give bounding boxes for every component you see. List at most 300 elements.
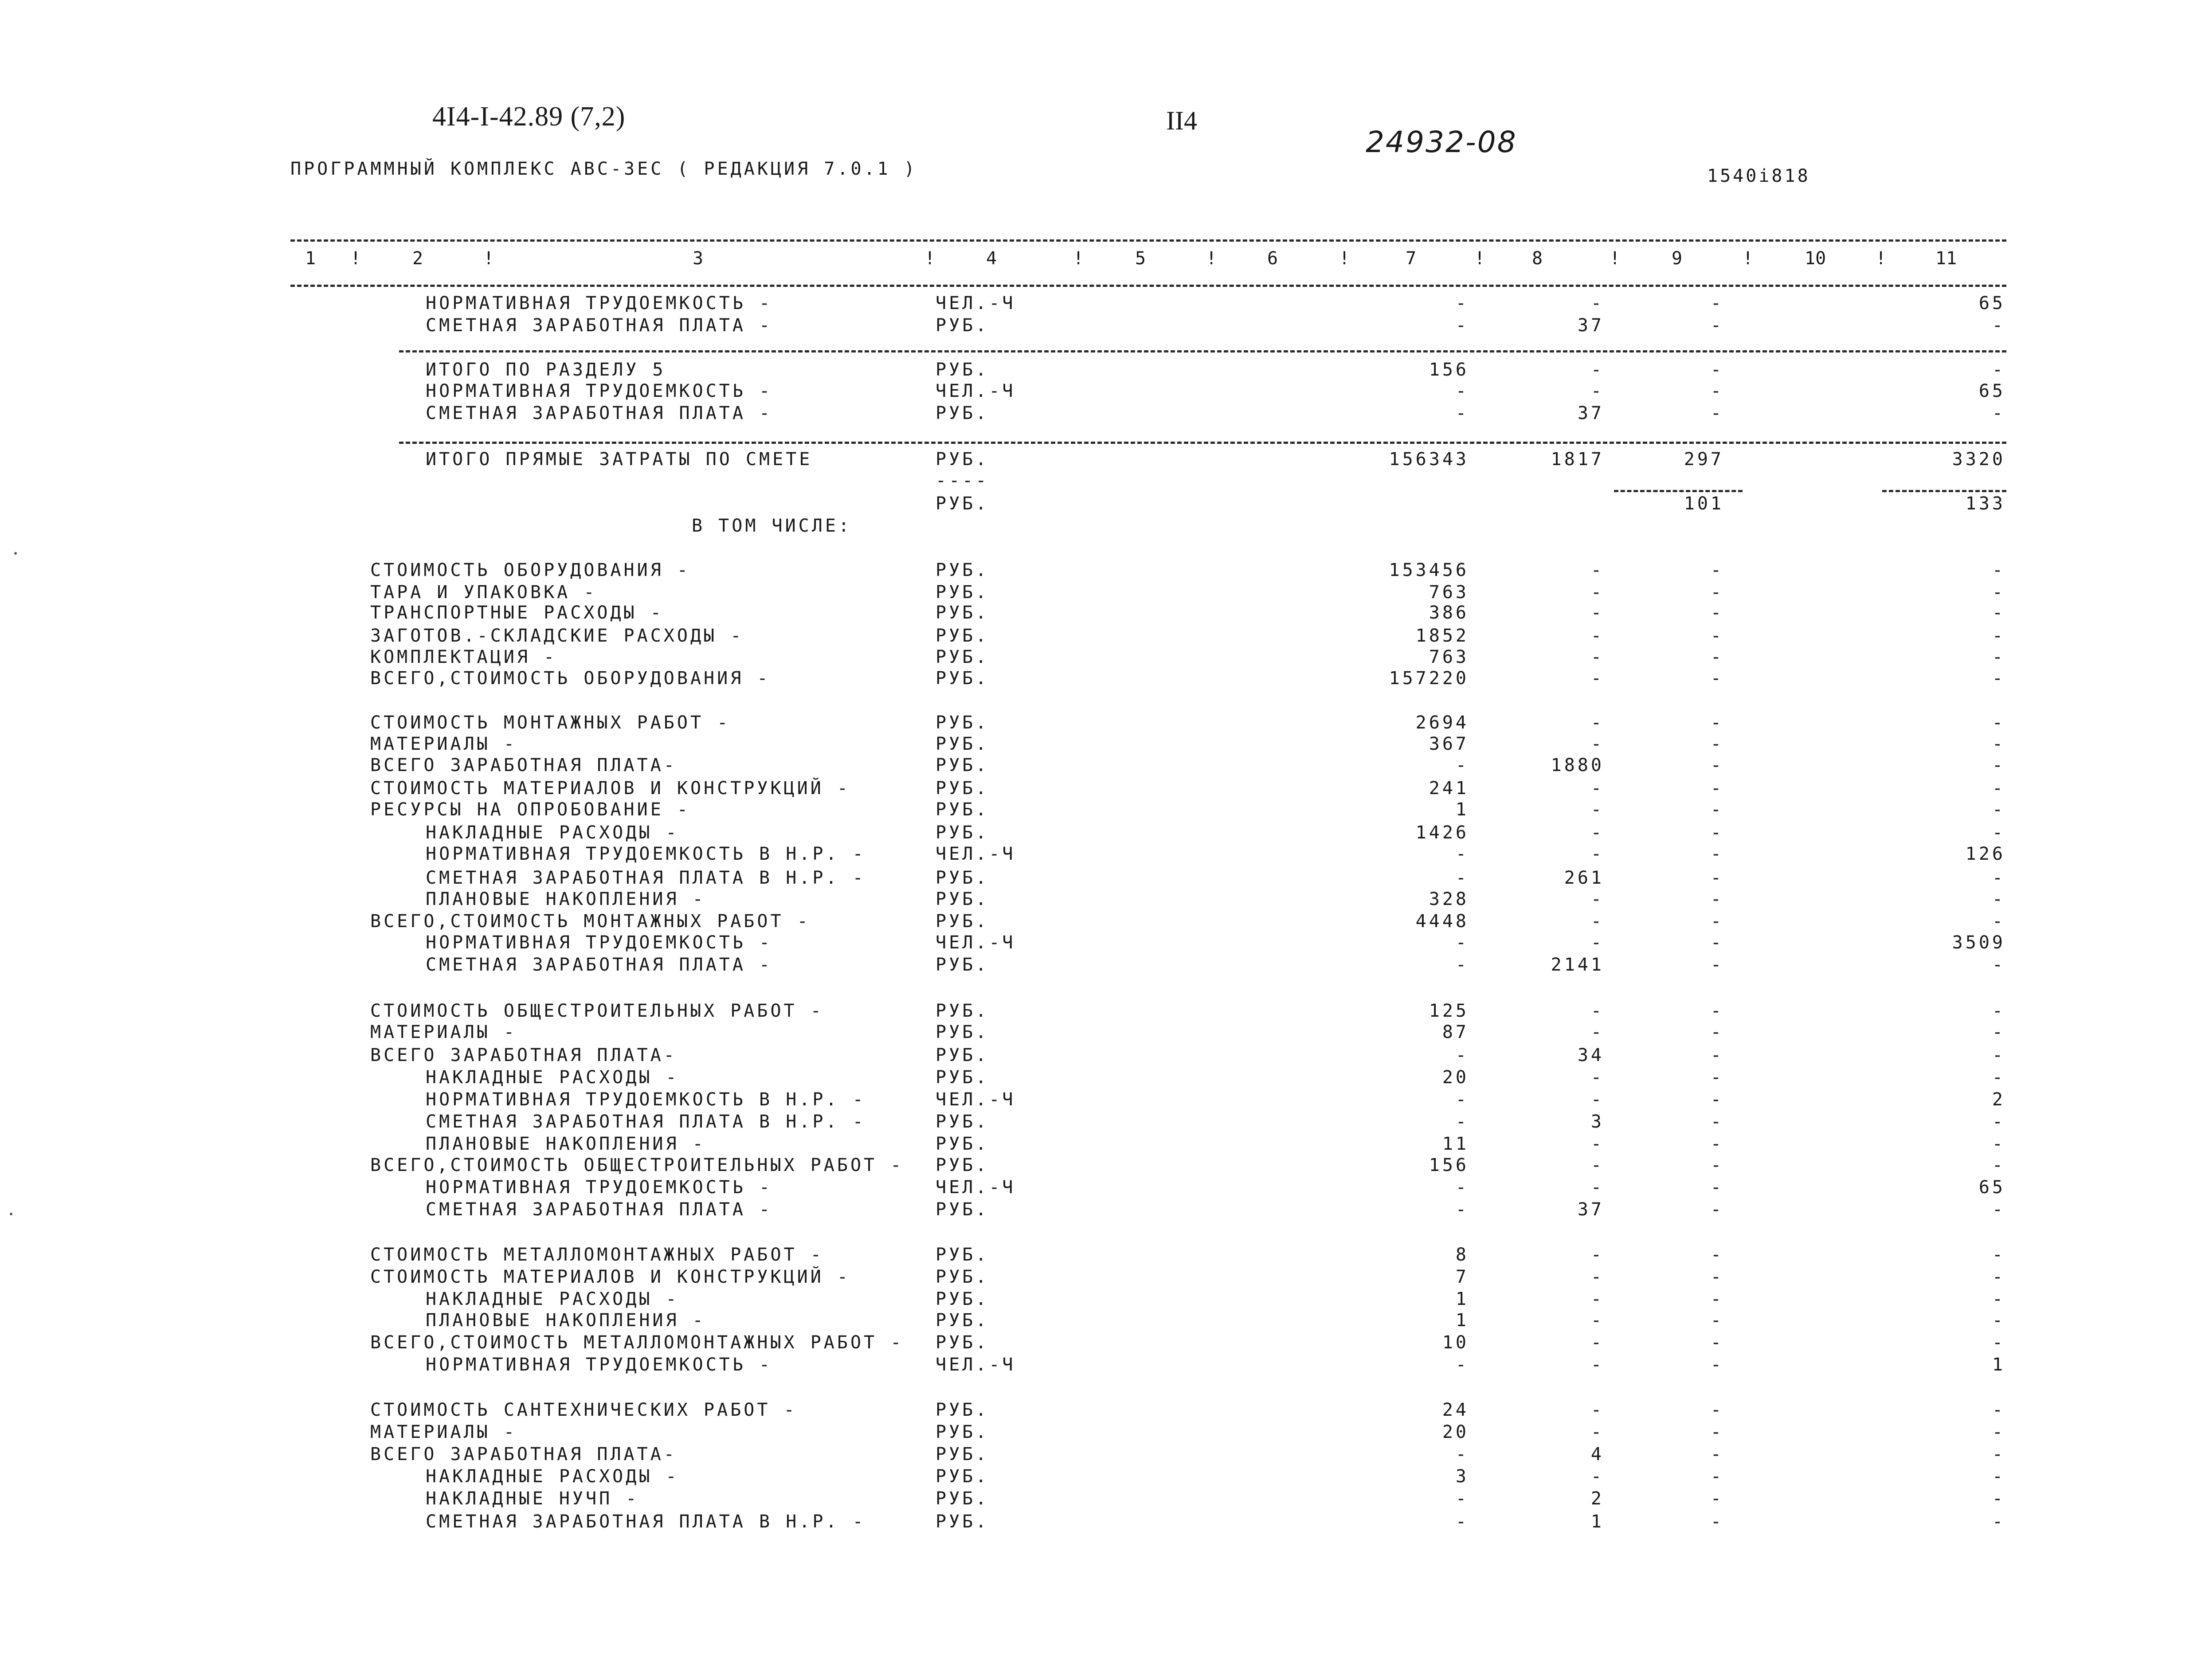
table-row [0,560,2205,583]
row-unit: РУБ. [936,1045,989,1065]
row-label: СТОИМОСТЬ МАТЕРИАЛОВ И КОНСТРУКЦИЙ - [370,1267,850,1287]
row-label: МАТЕРИАЛЫ - [370,734,517,754]
cell-col-11: - [1992,868,2005,888]
cell-col-7: - [1455,381,1469,401]
cell-col-9: - [1710,932,1724,953]
row-unit: РУБ. [936,360,989,380]
cell-col-8: - [1590,603,1604,623]
row-unit: ЧЕЛ.-Ч [936,293,1016,313]
table-row [0,449,2205,472]
row-label: ТАРА И УПАКОВКА - [370,582,597,603]
row-unit: РУБ. [936,868,989,888]
cell-col-8: - [1590,1067,1604,1088]
row-label: НОРМАТИВНАЯ ТРУДОЕМКОСТЬ - [426,932,773,953]
cell-col-8: - [1590,360,1604,380]
cell-col-9: - [1710,1400,1724,1420]
row-unit: РУБ. [936,911,989,932]
cell-col-9: - [1710,1001,1724,1021]
table-row [0,733,2205,756]
column-separator: ! [1339,248,1350,269]
cell-col-9: - [1710,1112,1724,1132]
row-label: ВСЕГО,СТОИМОСТЬ ОБЩЕСТРОИТЕЛЬНЫХ РАБОТ - [370,1155,904,1175]
cell-col-7: 1 [1455,1289,1469,1309]
cell-col-7: - [1455,755,1469,775]
cell-col-8: - [1590,1245,1604,1265]
cell-col-11: - [1992,403,2005,423]
cell-col-9: - [1710,889,1724,909]
row-unit: РУБ. [936,1067,989,1088]
row-label: ВСЕГО ЗАРАБОТНАЯ ПЛАТА- [370,755,677,775]
cell-col-11: - [1992,1310,2005,1331]
row-unit: РУБ. [936,493,989,514]
column-header: 2 [412,248,423,269]
table-row [0,822,2205,845]
column-separator: ! [1073,248,1084,269]
row-label: НАКЛАДНЫЕ НУЧП - [426,1488,639,1509]
table-row [0,403,2205,426]
cell-col-8: - [1590,1022,1604,1042]
cell-col-7: 328 [1429,889,1469,909]
row-label: ТРАНСПОРТНЫЕ РАСХОДЫ - [370,603,664,623]
row-label: СМЕТНАЯ ЗАРАБОТНАЯ ПЛАТА - [426,1199,773,1220]
row-unit: РУБ. [936,582,989,603]
cell-col-11: - [1992,1022,2005,1042]
cell-col-9: - [1710,403,1724,423]
cell-col-11: - [1992,626,2005,646]
cell-col-8: - [1590,1466,1604,1487]
cell-col-8: - [1590,822,1604,843]
column-separator: ! [1610,248,1621,269]
cell-col-7: 24 [1442,1400,1469,1420]
table-row [0,1089,2205,1112]
cell-col-7: 7 [1455,1267,1469,1287]
cell-col-8: 37 [1577,403,1604,423]
row-label: ВСЕГО ЗАРАБОТНАЯ ПЛАТА- [370,1444,677,1465]
row-unit: РУБ. [936,1332,989,1353]
cell-col-9: - [1710,1466,1724,1487]
row-label: ИТОГО ПО РАЗДЕЛУ 5 [426,360,666,380]
row-unit: РУБ. [936,1267,989,1287]
cell-col-9: - [1710,755,1724,775]
cell-col-8: - [1590,1177,1604,1198]
cell-col-7: - [1455,955,1469,975]
table-row [0,1466,2205,1489]
cell-col-9: - [1710,1444,1724,1465]
cell-col-7: - [1455,315,1469,336]
cell-col-11: - [1992,1045,2005,1065]
table-row [0,515,2205,538]
table-row [0,380,2205,403]
column-separator: ! [1876,248,1887,269]
cell-col-8: - [1590,647,1604,667]
cell-col-7: 156 [1429,1155,1469,1175]
cell-col-8: 4 [1590,1444,1604,1465]
cell-col-11: - [1992,315,2005,336]
table-row [0,602,2205,625]
cell-col-7: - [1455,1444,1469,1465]
cell-col-11: - [1992,1199,2005,1220]
row-label: ПЛАНОВЫЕ НАКОПЛЕНИЯ - [426,1310,706,1331]
row-unit: ЧЕЛ.-Ч [936,1355,1016,1375]
row-unit: РУБ. [936,755,989,775]
column-separator: ! [1206,248,1217,269]
row-label: СТОИМОСТЬ ОБОРУДОВАНИЯ - [370,560,690,580]
cell-col-8: - [1590,1355,1604,1375]
row-unit: ЧЕЛ.-Ч [936,932,1016,953]
row-label: СМЕТНАЯ ЗАРАБОТНАЯ ПЛАТА - [426,315,773,336]
cell-col-8: 1 [1590,1512,1604,1532]
cell-col-9: - [1710,381,1724,401]
row-unit: РУБ. [936,603,989,623]
cell-col-8: - [1590,381,1604,401]
column-header: 7 [1406,248,1417,269]
cell-col-7: 1426 [1415,822,1469,843]
row-unit: РУБ. [936,822,989,843]
table-row [0,1177,2205,1200]
row-unit: РУБ. [936,1022,989,1042]
row-unit: РУБ. [936,1400,989,1420]
cell-col-9: 297 [1684,449,1724,470]
cell-col-11: - [1992,1512,2005,1532]
table-row [0,668,2205,691]
cell-col-8: - [1590,844,1604,864]
cell-col-8: - [1590,713,1604,733]
cell-col-8: 1880 [1551,755,1604,775]
row-label: СТОИМОСТЬ ОБЩЕСТРОИТЕЛЬНЫХ РАБОТ - [370,1001,824,1021]
cell-col-7: 20 [1442,1067,1469,1088]
row-unit: РУБ. [936,955,989,975]
column-separator: ! [483,248,494,269]
row-unit: РУБ. [936,1245,989,1265]
row-unit: РУБ. [936,1422,989,1442]
row-label: НОРМАТИВНАЯ ТРУДОЕМКОСТЬ - [426,293,773,313]
row-unit: РУБ. [936,734,989,754]
table-row [0,315,2205,338]
cell-col-9: - [1710,1134,1724,1154]
table-row [0,932,2205,955]
row-label: СМЕТНАЯ ЗАРАБОТНАЯ ПЛАТА - [426,955,773,975]
row-label: НОРМАТИВНАЯ ТРУДОЕМКОСТЬ - [426,1177,773,1198]
column-header: 10 [1805,248,1826,269]
cell-col-11: - [1992,1155,2005,1175]
cell-col-9: - [1710,647,1724,667]
row-label: СТОИМОСТЬ МЕТАЛЛОМОНТАЖНЫХ РАБОТ - [370,1245,824,1265]
column-separator: ! [350,248,361,269]
table-row [0,1244,2205,1267]
row-label: СТОИМОСТЬ МАТЕРИАЛОВ И КОНСТРУКЦИЙ - [370,778,850,799]
column-header: 1 [305,248,316,269]
column-header: 8 [1532,248,1543,269]
cell-col-7: 763 [1429,647,1469,667]
cell-col-9: - [1710,1067,1724,1088]
cell-col-7: - [1455,1045,1469,1065]
handwritten-number: 24932-08 [1366,125,1517,159]
table-row [0,1111,2205,1134]
cell-col-9: - [1710,1155,1724,1175]
row-label: НОРМАТИВНАЯ ТРУДОЕМКОСТЬ В Н.Р. - [426,1089,866,1110]
page-number: II4 [1166,106,1197,135]
cell-col-7: 241 [1429,778,1469,799]
row-label: НОРМАТИВНАЯ ТРУДОЕМКОСТЬ - [426,1355,773,1375]
table-row [0,293,2205,316]
cell-col-11: - [1992,1067,2005,1088]
row-label: СТОИМОСТЬ САНТЕХНИЧЕСКИХ РАБОТ - [370,1400,797,1420]
row-label: ВСЕГО,СТОИМОСТЬ ОБОРУДОВАНИЯ - [370,668,771,689]
cell-col-7: - [1455,1488,1469,1509]
row-label: ПЛАНОВЫЕ НАКОПЛЕНИЯ - [426,889,706,909]
cell-col-9: - [1710,1199,1724,1220]
cell-col-7: - [1455,868,1469,888]
cell-col-9: - [1710,734,1724,754]
cell-col-8: - [1590,626,1604,646]
cell-col-8: - [1590,799,1604,820]
cell-col-11: 126 [1965,844,2005,864]
cell-col-11: - [1992,778,2005,799]
cell-col-9: - [1710,360,1724,380]
program-number: 1540i818 [1707,166,1810,186]
cell-col-8: - [1590,293,1604,313]
table-row [0,1422,2205,1445]
row-label: ВСЕГО,СТОИМОСТЬ МОНТАЖНЫХ РАБОТ - [370,911,811,932]
row-label: ВСЕГО,СТОИМОСТЬ МЕТАЛЛОМОНТАЖНЫХ РАБОТ - [370,1332,904,1353]
row-label: НОРМАТИВНАЯ ТРУДОЕМКОСТЬ - [426,381,773,401]
cell-col-11: 3320 [1952,449,2005,470]
cell-col-9: - [1710,1089,1724,1110]
row-unit: ЧЕЛ.-Ч [936,1089,1016,1110]
row-unit: РУБ. [936,1466,989,1487]
table-row [0,1000,2205,1023]
column-separator: ! [1743,248,1754,269]
row-unit: РУБ. [936,1155,989,1175]
cell-col-9: - [1710,315,1724,336]
column-separator: ! [1474,248,1485,269]
row-label: НАКЛАДНЫЕ РАСХОДЫ - [426,1067,679,1088]
column-header: 11 [1935,248,1957,269]
table-row [0,1354,2205,1377]
cell-col-8: 37 [1577,315,1604,336]
cell-col-11: 3509 [1952,932,2005,953]
cell-col-8: - [1590,1155,1604,1175]
row-unit: РУБ. [936,560,989,580]
cell-col-8: - [1590,1134,1604,1154]
table-row [0,1133,2205,1156]
cell-col-11: 65 [1978,381,2005,401]
cell-col-8: - [1590,1400,1604,1420]
cell-col-8: 2141 [1551,955,1604,975]
cell-col-9: - [1710,778,1724,799]
cell-col-11: - [1992,668,2005,689]
row-unit: РУБ. [936,799,989,820]
table-row [0,1266,2205,1289]
table-row [0,778,2205,801]
row-unit: РУБ. [936,778,989,799]
cell-col-7: 8 [1455,1245,1469,1265]
cell-col-8: 261 [1564,868,1604,888]
cell-col-9: - [1710,1512,1724,1532]
table-row [0,1155,2205,1178]
cell-col-7: 4448 [1415,911,1469,932]
cell-col-7: 367 [1429,734,1469,754]
table-row [0,646,2205,670]
cell-col-7: - [1455,293,1469,313]
cell-col-7: - [1455,1355,1469,1375]
cell-col-7: 157220 [1389,668,1469,689]
cell-col-9: - [1710,582,1724,603]
cell-col-9: - [1710,603,1724,623]
cell-col-11: - [1992,647,2005,667]
cell-col-7: 1 [1455,1310,1469,1331]
cell-col-11: - [1992,1001,2005,1021]
row-label: НАКЛАДНЫЕ РАСХОДЫ - [426,822,679,843]
cell-col-8: - [1590,1001,1604,1021]
row-unit: РУБ. [936,713,989,733]
row-label: ПЛАНОВЫЕ НАКОПЛЕНИЯ - [426,1134,706,1154]
cell-col-9: - [1710,1310,1724,1331]
cell-col-9: - [1710,955,1724,975]
cell-col-8: 37 [1577,1199,1604,1220]
table-row [0,1399,2205,1422]
cell-col-8: - [1590,1310,1604,1331]
row-label: СМЕТНАЯ ЗАРАБОТНАЯ ПЛАТА В Н.Р. - [426,1112,866,1132]
cell-col-9: - [1710,1332,1724,1353]
cell-col-11: - [1992,755,2005,775]
table-row [0,582,2205,605]
cell-col-9: - [1710,1267,1724,1287]
row-label: МАТЕРИАЛЫ - [370,1022,517,1042]
row-unit: РУБ. [936,1444,989,1465]
cell-col-9: - [1710,1355,1724,1375]
table-row [0,755,2205,778]
cell-col-11: 133 [1965,493,2005,514]
row-unit: ЧЕЛ.-Ч [936,844,1016,864]
cell-col-7: - [1455,403,1469,423]
cell-col-11: - [1992,1245,2005,1265]
row-label: ИТОГО ПРЯМЫЕ ЗАТРАТЫ ПО СМЕТЕ [426,449,813,470]
table-row [0,712,2205,735]
column-header: 3 [693,248,704,269]
table-row [0,1067,2205,1090]
cell-col-9: - [1710,626,1724,646]
cell-col-8: - [1590,582,1604,603]
row-unit: РУБ. [936,668,989,689]
cell-col-9: - [1710,844,1724,864]
cell-col-11: - [1992,1422,2005,1442]
cell-col-8: - [1590,1089,1604,1110]
cell-col-9: - [1710,713,1724,733]
cell-col-7: 1 [1455,799,1469,820]
row-unit: РУБ. [936,315,989,336]
document-code: 4I4-I-42.89 (7,2) [432,102,626,132]
cell-col-7: - [1455,932,1469,953]
cell-col-8: - [1590,734,1604,754]
cell-col-8: - [1590,911,1604,932]
table-row [0,843,2205,866]
program-line: ПРОГРАММНЫЙ КОМПЛЕКС АВС-3ЕС ( РЕДАКЦИЯ 7.0.1 ) [290,159,917,179]
row-unit: ЧЕЛ.-Ч [936,1177,1016,1198]
cell-col-9: - [1710,293,1724,313]
cell-col-9: - [1710,911,1724,932]
cell-col-8: - [1590,560,1604,580]
row-label: СМЕТНАЯ ЗАРАБОТНАЯ ПЛАТА В Н.Р. - [426,1512,866,1532]
row-unit: РУБ. [936,1512,989,1532]
cell-col-7: 3 [1455,1466,1469,1487]
cell-col-9: - [1710,868,1724,888]
cell-col-7: - [1455,1089,1469,1110]
row-unit: ЧЕЛ.-Ч [936,381,1016,401]
cell-col-7: 87 [1442,1022,1469,1042]
row-label: НАКЛАДНЫЕ РАСХОДЫ - [426,1289,679,1309]
row-unit: РУБ. [936,449,989,470]
row-label: СТОИМОСТЬ МОНТАЖНЫХ РАБОТ - [370,713,731,733]
table-row [0,1288,2205,1312]
row-unit: РУБ. [936,647,989,667]
table-row [0,1444,2205,1467]
row-label: МАТЕРИАЛЫ - [370,1422,517,1442]
row-unit: РУБ. [936,1001,989,1021]
table-row [0,954,2205,977]
table-row [0,1488,2205,1511]
column-header: 9 [1672,248,1683,269]
cell-col-7: 1852 [1415,626,1469,646]
row-unit: РУБ. [936,1134,989,1154]
cell-col-8: - [1590,1267,1604,1287]
cell-col-7: - [1455,1177,1469,1198]
cell-col-11: 65 [1978,1177,2005,1198]
cell-col-11: - [1992,1112,2005,1132]
cell-col-11: 1 [1992,1355,2005,1375]
cell-col-11: - [1992,582,2005,603]
row-unit: РУБ. [936,1310,989,1331]
cell-col-11: - [1992,1134,2005,1154]
cell-col-7: - [1455,1112,1469,1132]
cell-col-8: - [1590,778,1604,799]
cell-col-11: 2 [1992,1089,2005,1110]
cell-col-8: 3 [1590,1112,1604,1132]
table-row [0,1199,2205,1222]
table-row [0,1022,2205,1045]
cell-col-8: - [1590,1289,1604,1309]
cell-col-11: - [1992,1488,2005,1509]
cell-col-7: 156343 [1389,449,1469,470]
cell-col-7: 11 [1442,1134,1469,1154]
column-separator: ! [924,248,936,269]
row-unit: РУБ. [936,1488,989,1509]
table-row [0,1511,2205,1534]
cell-col-9: - [1710,668,1724,689]
cell-col-7: 20 [1442,1422,1469,1442]
cell-col-8: 1817 [1551,449,1604,470]
row-unit: РУБ. [936,403,989,423]
cell-col-7: - [1455,1199,1469,1220]
table-row [0,1332,2205,1355]
cell-col-7: - [1455,1512,1469,1532]
cell-col-9: - [1710,822,1724,843]
row-unit: РУБ. [936,889,989,909]
cell-col-9: - [1710,1289,1724,1309]
cell-col-11: - [1992,799,2005,820]
cell-col-11: - [1992,1332,2005,1353]
cell-col-9: - [1710,1488,1724,1509]
column-header: 4 [986,248,997,269]
cell-col-9: - [1710,560,1724,580]
cell-col-8: - [1590,668,1604,689]
cell-col-11: - [1992,1444,2005,1465]
cell-col-7: 2694 [1415,713,1469,733]
cell-col-11: - [1992,1267,2005,1287]
cell-col-9: - [1710,1022,1724,1042]
cell-col-9: - [1710,1245,1724,1265]
table-row [0,889,2205,912]
